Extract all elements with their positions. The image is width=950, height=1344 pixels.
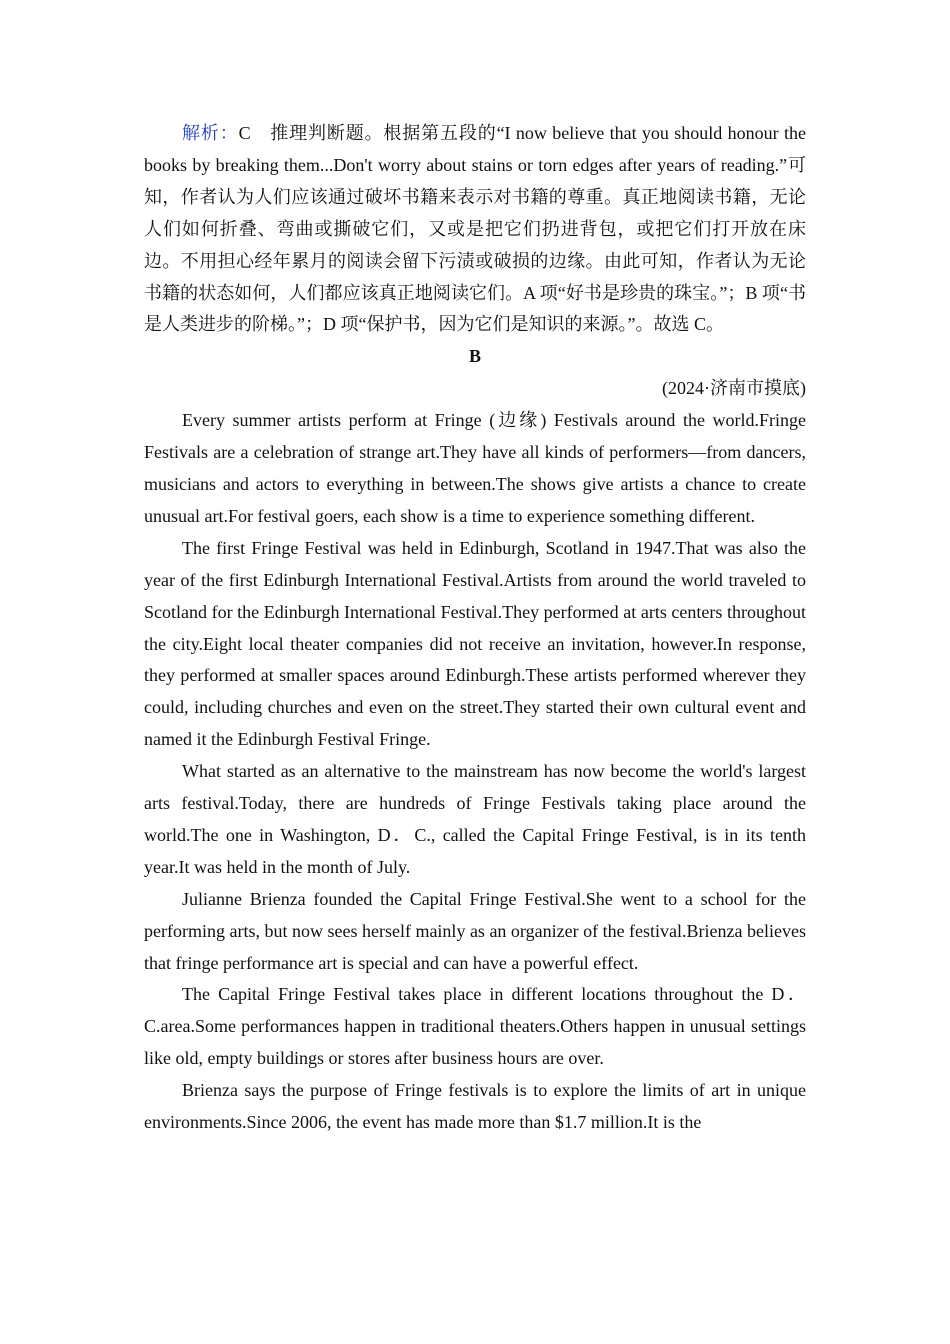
section-title: B: [468, 346, 481, 367]
passage-paragraph-5: The Capital Fringe Festival takes place in different locations throughout the D． C.area.Some performances happen in traditional theaters.Others happen in unusual settings like old, empty buildings or stores after business hours are over.: [144, 984, 806, 1069]
passage-paragraph-1: Every summer artists perform at Fringe (边缘) Festivals around the world.Fringe Festivals are a celebration of strange art.They have all kinds of performers—from dancers, musicians and actors to everything in between.The shows give artists a chance to create unusual art.For festival goers, each show is a time to experience something different.: [144, 410, 806, 526]
passage-paragraph-2: The first Fringe Festival was held in Edinburgh, Scotland in 1947.That was also the year of the first Edinburgh International Festival.Artists from around the world traveled to Scotland for the Edinburgh International Festival.They performed at arts centers throughout the city.Eight local theater companies did not receive an invitation, however.In response, they performed at smaller spaces around Edinburgh.These artists performed wherever they could, including churches and even on the street.They started their own cultural event and named it the Edinburgh Festival Fringe.: [144, 537, 806, 750]
analysis-text: C 推理判断题。根据第五段的“I now believe that you should honour the books by breaking them...Don't worry about stains or torn edges after years of reading.”可知，作者认为人们应该通过破坏书籍来表示对书籍的尊重。真正地阅读书籍，无论人们如何折叠、弯曲或撕破它们，又或是把它们扔进背包，或把它们打开放在床边。不用担心经年累月的阅读会留下污渍或破损的边缘。由此可知，作者认为无论书籍的状态如何，人们都应该真正地阅读它们。A 项“好书是珍贵的珠宝。”；B 项“书是人类进步的阶梯。”；D 项“保护书，因为它们是知识的来源。”。故选 C。: [144, 123, 806, 335]
passage-paragraph-3: What started as an alternative to the mainstream has now become the world's largest arts festival.Today, there are hundreds of Fringe Festivals taking place around the world.The one in Washington, D．C., called the Capital Fringe Festival, is in its tenth year.It was held in the month of July.: [144, 761, 806, 877]
analysis-paragraph: [144, 118, 806, 341]
document-page: [144, 118, 806, 1139]
analysis-label: 解析：: [182, 123, 239, 143]
passage-paragraph-6: Brienza says the purpose of Fringe festivals is to explore the limits of art in unique environments.Since 2006, the event has made more than $1.7 million.It is the: [144, 1080, 806, 1133]
passage-source: (2024·济南市摸底): [662, 378, 806, 399]
passage-paragraph-4: Julianne Brienza founded the Capital Fringe Festival.She went to a school for the performing arts, but now sees herself mainly as an organizer of the festival.Brienza believes that fringe performance art is special and can have a powerful effect.: [144, 888, 806, 973]
